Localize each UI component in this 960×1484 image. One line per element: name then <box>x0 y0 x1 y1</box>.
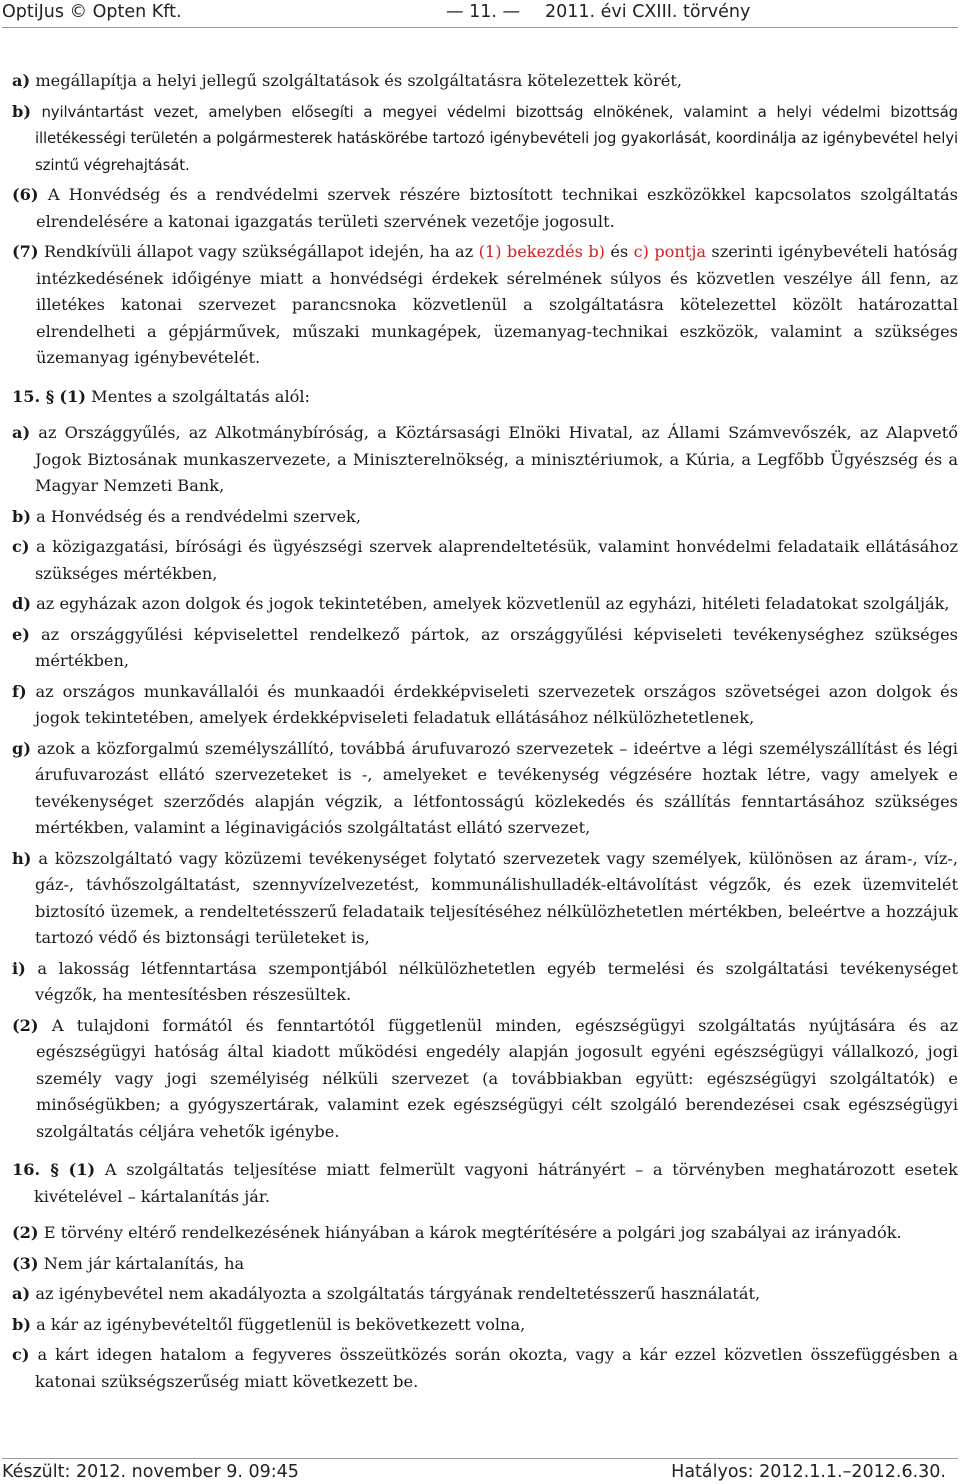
page-number: — 11. — <box>446 2 520 22</box>
document-body <box>12 68 958 1399</box>
item-label: a) <box>12 423 31 442</box>
item-label: b) <box>12 101 31 121</box>
item-label: a) <box>12 1284 31 1303</box>
item-text: az egyházak azon dolgok és jogok tekintetében, amelyek közvetlenül az egyházi, hitéleti feladatokat szolgálják, <box>36 594 950 613</box>
list-item <box>12 68 958 95</box>
paragraph-text: A tulajdoni formától és fenntartótól függetlenül minden, egészségügyi szolgáltatás nyújtására és az egészségügyi hatóság által kiadott működési engedély alapján jogosult egyéni egészségügyi vállalkozó, jogi személy vagy jogi személyiség nélküli szervezet (a továbbiakban együtt: egészségügyi szolgáltatók) e minőségükben; a gyógyszertárak, valamint ezek egészségügyi célt szolgáló berendezései csak egészségügyi szolgáltatás céljára vehetők igénybe. <box>36 1015 958 1141</box>
paragraph-15-2 <box>12 1013 958 1146</box>
list-item <box>12 622 958 675</box>
page-header <box>2 2 958 26</box>
paragraph-text: Rendkívüli állapot vagy szükségállapot idején, ha az <box>43 242 479 261</box>
list-item <box>12 420 958 500</box>
list-item <box>12 534 958 587</box>
paragraph-6 <box>12 182 958 235</box>
list-item <box>12 504 958 531</box>
paragraph-16-3 <box>12 1251 958 1278</box>
item-label: h) <box>12 848 32 868</box>
paragraph-label: (1) <box>59 386 87 406</box>
item-label: c) <box>12 1345 30 1364</box>
paragraph-text: Mentes a szolgáltatás alól: <box>91 386 311 406</box>
paragraph-text: szerinti igénybevételi hatóság intézkedésének időigénye miatt a honvédségi érdekek sérelmének súlyos és közvetlen veszélye áll fenn, az illetékes katonai szervezet parancsnoka közvetlenül a szolgáltatásra kötelezettel közölt határozattal elrendelheti a gépjárművek, műszaki munkagépek, üzemanyag-technikai eszközök, valamint a szükséges üzemanyag igénybevételét. <box>36 242 958 367</box>
list-item <box>12 679 958 732</box>
paragraph-text: Nem jár kártalanítás, ha <box>43 1253 245 1273</box>
publisher-label: OptiJus © Opten Kft. <box>2 2 182 22</box>
paragraph-label: (1) <box>68 1160 96 1179</box>
footer-divider <box>2 1458 958 1459</box>
reference-link[interactable]: (1) bekezdés b) <box>478 242 605 261</box>
list-item <box>12 956 958 1009</box>
item-label: f) <box>12 681 27 701</box>
list-item <box>12 846 958 952</box>
list-item <box>12 736 958 842</box>
section-number: 16. § <box>12 1160 59 1179</box>
list-item <box>12 1281 958 1308</box>
item-text: a közigazgatási, bírósági és ügyészségi szervek alaprendeltetésük, valamint honvédelmi feladataik ellátásához szükséges mértékben, <box>35 537 958 583</box>
paragraph-label: (2) <box>12 1223 39 1242</box>
item-label: c) <box>12 537 30 556</box>
paragraph-label: (2) <box>12 1015 39 1035</box>
item-text: az országos munkavállalói és munkaadói érdekképviseleti szervezetek országos szövetségei azon dolgok és jogok tekintetében, amelyek érdekképviseleti feladatuk ellátásához nélkülözhetetlenek, <box>35 681 958 727</box>
item-label: b) <box>12 1314 31 1334</box>
page-footer <box>2 1462 958 1484</box>
item-text: a kár az igénybevételtől függetlenül is bekövetkezett volna, <box>36 1314 526 1334</box>
paragraph-7 <box>12 239 958 372</box>
item-text: nyilvántartást vezet, amelyben elősegíti a megyei védelmi bizottság elnökének, valamint a helyi védelmi bizottság illetékességi területén a polgármesterek hatáskörébe tartozó igénybevételi jog gyakorlását, koordinálja az igénybevétel helyi szintű végrehajtását. <box>35 102 959 174</box>
list-item <box>12 1312 958 1339</box>
header-divider <box>2 27 958 28</box>
paragraph-label: (6) <box>12 185 39 204</box>
item-label: e) <box>12 624 30 644</box>
item-text: azok a közforgalmú személyszállító, továbbá árufuvarozó szervezetek – ideértve a légi személyszállítást és légi árufuvarozást ellátó szervezeteket is -, amelyeket e tevékenység végzésére hoztak létre, vagy amelyek e tevékenységet szerződés alapján végzik, a létfontosságú közlekedés és szállítás fenntartásához szükséges mértékben, valamint a léginavigációs szolgáltatást ellátó szervezet, <box>35 738 958 837</box>
section-number: 15. § <box>12 386 55 406</box>
paragraph-text: E törvény eltérő rendelkezésének hiányában a károk megtérítésére a polgári jog szabályai az irányadók. <box>43 1223 902 1242</box>
paragraph-text: és <box>605 242 634 261</box>
item-label: b) <box>12 506 31 526</box>
law-title: 2011. évi CXIII. törvény <box>545 2 751 22</box>
reference-link[interactable]: c) pontja <box>633 242 707 261</box>
list-item <box>12 591 958 618</box>
item-label: d) <box>12 594 31 613</box>
section-15-heading <box>12 384 958 411</box>
created-date: Készült: 2012. november 9. 09:45 <box>2 1462 299 1482</box>
item-text: a kárt idegen hatalom a fegyveres összeütközés során okozta, vagy a kár ezzel közvetlen összefüggésben a katonai szükségszerűség miatt következett be. <box>35 1345 958 1391</box>
item-text: a közszolgáltató vagy közüzemi tevékenységet folytató szervezetek vagy személyek, különösen az áram-, víz-, gáz-, távhőszolgáltatást, szennyvízelvezetést, kommunálishulladék-eltávolítást végzők, és ezek üzemvitelét biztosító üzemek, a rendeltetésszerű feladataik teljesítéséhez nélkülözhetetlen mértékben, beleértve a hozzájuk tartozó védő és biztonsági területeket is, <box>35 848 958 947</box>
paragraph-text: A Honvédség és a rendvédelmi szervek részére biztosított technikai eszközökkel kapcsolatos szolgáltatás elrendelésére a katonai igazgatás területi szervének vezetője jogosult. <box>36 185 958 231</box>
item-text: a Honvédség és a rendvédelmi szervek, <box>36 506 361 526</box>
item-label: i) <box>12 958 26 978</box>
item-text: az Országgyűlés, az Alkotmánybíróság, a Köztársasági Elnöki Hivatal, az Állami Számvevőszék, az Alapvető Jogok Biztosának munkaszervezete, a Miniszterelnökség, a minisztériumok, a Kúria, a Legfőbb Ügyészség és a Magyar Nemzeti Bank, <box>35 423 958 495</box>
section-16-heading <box>12 1157 958 1210</box>
item-label: g) <box>12 738 31 758</box>
effective-date: Hatályos: 2012.1.1.–2012.6.30. <box>671 1462 946 1482</box>
item-text: a lakosság létfenntartása szempontjából nélkülözhetetlen egyéb termelési és szolgáltatási tevékenységet végzők, ha mentesítésben részesültek. <box>35 958 958 1004</box>
item-text: megállapítja a helyi jellegű szolgáltatások és szolgáltatásra kötelezettek körét, <box>35 71 683 90</box>
item-text: az igénybevétel nem akadályozta a szolgáltatás tárgyának rendeltetésszerű használatát, <box>35 1284 761 1303</box>
item-label: a) <box>12 71 31 90</box>
item-text: az országgyűlési képviselettel rendelkező pártok, az országgyűlési képviseleti tevékenységhez szükséges mértékben, <box>35 624 958 670</box>
paragraph-16-2 <box>12 1220 958 1247</box>
list-item <box>12 99 958 179</box>
paragraph-label: (3) <box>12 1253 39 1273</box>
paragraph-label: (7) <box>12 242 39 261</box>
list-item <box>12 1342 958 1395</box>
paragraph-text: A szolgáltatás teljesítése miatt felmerült vagyoni hátrányért – a törvényben meghatározott esetek kivételével – kártalanítás jár. <box>34 1160 958 1206</box>
